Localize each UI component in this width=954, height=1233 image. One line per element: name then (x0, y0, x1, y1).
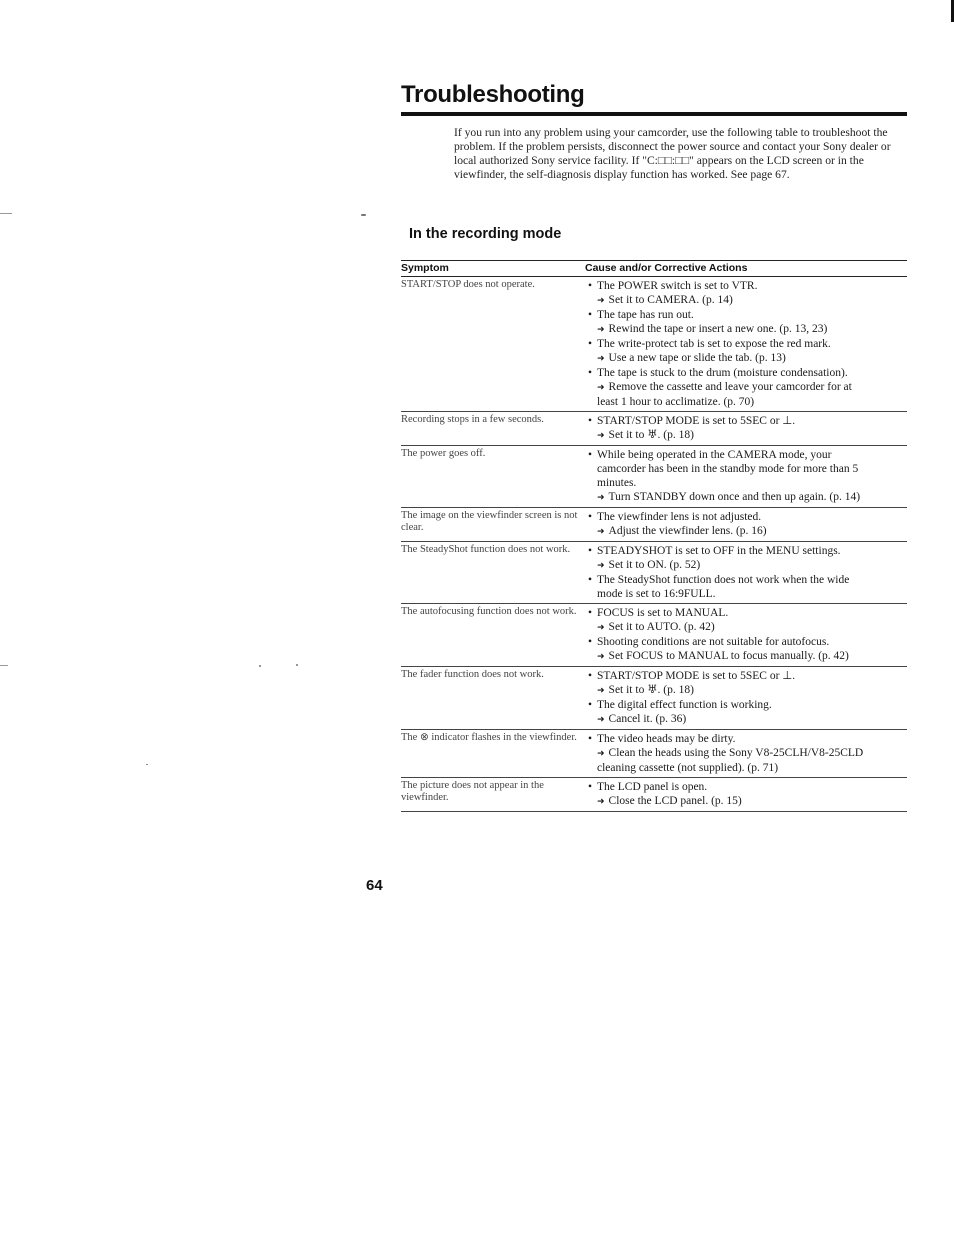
item-text: The viewfinder lens is not adjusted. (597, 511, 762, 523)
table-row (401, 542, 907, 604)
item-text: Turn STANDBY down once and then up again. (p. 14) (608, 491, 861, 503)
item-text: cleaning cassette (not supplied). (p. 71) (597, 762, 779, 774)
item-text: START/STOP MODE is set to 5SEC or ⊥. (597, 670, 796, 682)
cause-item (585, 414, 907, 428)
item-text: Set it to ♅. (p. 18) (608, 684, 694, 696)
action-item (585, 490, 907, 505)
item-text: The write-protect tab is set to expose the red mark. (597, 338, 831, 350)
cause-item (585, 279, 907, 293)
right-arrow-icon: ➜ (597, 652, 605, 662)
symptom-cell: The image on the viewfinder screen is not clear. (401, 508, 585, 542)
cause-item (585, 366, 907, 380)
table-row (401, 667, 907, 730)
item-text: least 1 hour to acclimatize. (p. 70) (597, 396, 755, 408)
item-text: The digital effect function is working. (597, 699, 772, 711)
item-text: FOCUS is set to MANUAL. (597, 607, 729, 619)
cause-item (585, 780, 907, 794)
actions-cell (585, 277, 907, 412)
continuation-line (585, 462, 907, 476)
action-item (585, 380, 907, 395)
page-number: 64 (366, 877, 383, 894)
scan-line (0, 213, 12, 214)
item-text: Adjust the viewfinder lens. (p. 16) (608, 525, 767, 537)
item-text: Clean the heads using the Sony V8-25CLH/V8-25CLD (608, 747, 864, 759)
actions-cell (585, 730, 907, 778)
action-item (585, 794, 907, 809)
item-text: The tape has run out. (597, 309, 694, 321)
item-text: Shooting conditions are not suitable for autofocus. (597, 636, 830, 648)
item-text: Close the LCD panel. (p. 15) (608, 795, 742, 807)
item-text: START/STOP MODE is set to 5SEC or ⊥. (597, 415, 796, 427)
scan-line (0, 665, 8, 666)
scan-speck (259, 665, 261, 667)
item-text: While being operated in the CAMERA mode, your (597, 449, 832, 461)
item-text: mode is set to 16:9FULL. (597, 588, 716, 600)
right-arrow-icon: ➜ (597, 715, 605, 725)
action-item (585, 351, 907, 366)
item-text: Set FOCUS to MANUAL to focus manually. (p. 42) (608, 650, 849, 662)
actions-cell (585, 412, 907, 446)
troubleshooting-table (401, 260, 907, 812)
action-item (585, 683, 907, 698)
right-arrow-icon: ➜ (597, 354, 605, 364)
item-text: camcorder has been in the standby mode for more than 5 (597, 463, 859, 475)
continuation-line (585, 761, 907, 775)
symptom-cell: The autofocusing function does not work. (401, 604, 585, 667)
continuation-line (585, 395, 907, 409)
cause-item (585, 337, 907, 351)
actions-cell (585, 667, 907, 730)
right-arrow-icon: ➜ (597, 623, 605, 633)
actions-cell (585, 604, 907, 667)
item-text: The SteadyShot function does not work when the wide (597, 574, 850, 586)
item-text: Set it to CAMERA. (p. 14) (608, 294, 733, 306)
section-heading: In the recording mode (409, 226, 562, 242)
cause-item (585, 308, 907, 322)
cause-item (585, 698, 907, 712)
table-row (401, 508, 907, 542)
table-header-row (401, 261, 907, 277)
right-arrow-icon: ➜ (597, 797, 605, 807)
cause-item (585, 573, 907, 587)
table-row (401, 730, 907, 778)
symptom-cell: The picture does not appear in the viewfinder. (401, 778, 585, 812)
action-item (585, 746, 907, 761)
item-text: The tape is stuck to the drum (moisture condensation). (597, 367, 848, 379)
action-item (585, 620, 907, 635)
item-text: The video heads may be dirty. (597, 733, 736, 745)
cause-item (585, 544, 907, 558)
item-text: minutes. (597, 477, 637, 489)
cause-item (585, 669, 907, 683)
item-text: Cancel it. (p. 36) (608, 713, 687, 725)
symptom-cell: Recording stops in a few seconds. (401, 412, 585, 446)
right-arrow-icon: ➜ (597, 325, 605, 335)
item-text: The POWER switch is set to VTR. (597, 280, 758, 292)
action-item (585, 712, 907, 727)
item-text: Rewind the tape or insert a new one. (p. 13, 23) (608, 323, 828, 335)
symptom-cell: START/STOP does not operate. (401, 277, 585, 412)
right-arrow-icon: ➜ (597, 686, 605, 696)
item-text: The LCD panel is open. (597, 781, 708, 793)
cause-item (585, 510, 907, 524)
right-arrow-icon: ➜ (597, 431, 605, 441)
action-item (585, 558, 907, 573)
right-arrow-icon: ➜ (597, 383, 605, 393)
table-row (401, 604, 907, 667)
scan-speck (296, 664, 298, 666)
table-row (401, 412, 907, 446)
column-header-symptom: Symptom (401, 261, 585, 277)
cause-item (585, 448, 907, 462)
item-text: Set it to AUTO. (p. 42) (608, 621, 715, 633)
actions-cell (585, 542, 907, 604)
continuation-line (585, 587, 907, 601)
actions-cell (585, 508, 907, 542)
right-arrow-icon: ➜ (597, 561, 605, 571)
symptom-cell: The ⊗ indicator flashes in the viewfinder. (401, 730, 585, 778)
right-arrow-icon: ➜ (597, 527, 605, 537)
actions-cell (585, 778, 907, 812)
cause-item (585, 635, 907, 649)
column-header-actions: Cause and/or Corrective Actions (585, 261, 907, 277)
action-item (585, 524, 907, 539)
symptom-cell: The fader function does not work. (401, 667, 585, 730)
action-item (585, 649, 907, 664)
right-arrow-icon: ➜ (597, 296, 605, 306)
item-text: Use a new tape or slide the tab. (p. 13) (608, 352, 786, 364)
table-row (401, 446, 907, 508)
actions-cell (585, 446, 907, 508)
symptom-cell: The power goes off. (401, 446, 585, 508)
title-rule (401, 112, 907, 116)
item-text: Set it to ON. (p. 52) (608, 559, 701, 571)
item-text: Remove the cassette and leave your camcorder for at (608, 381, 852, 393)
scan-speck (361, 214, 366, 216)
cause-item (585, 606, 907, 620)
action-item (585, 322, 907, 337)
scan-speck (146, 764, 148, 765)
intro-paragraph: If you run into any problem using your camcorder, use the following table to troubleshoot the problem. If the problem persists, disconnect the power source and contact your Sony dealer or local authorized Sony service facility. If "C:□□:□□" appears on the LCD screen or in the viewfinder, the self-diagnosis display function has worked. See page 67. (454, 126, 891, 181)
table-body (401, 277, 907, 812)
table-row (401, 277, 907, 412)
page-title: Troubleshooting (401, 81, 585, 108)
action-item (585, 428, 907, 443)
continuation-line (585, 476, 907, 490)
action-item (585, 293, 907, 308)
item-text: Set it to ♅. (p. 18) (608, 429, 694, 441)
right-arrow-icon: ➜ (597, 493, 605, 503)
cause-item (585, 732, 907, 746)
right-arrow-icon: ➜ (597, 749, 605, 759)
symptom-cell: The SteadyShot function does not work. (401, 542, 585, 604)
table-row (401, 778, 907, 812)
item-text: STEADYSHOT is set to OFF in the MENU settings. (597, 545, 841, 557)
